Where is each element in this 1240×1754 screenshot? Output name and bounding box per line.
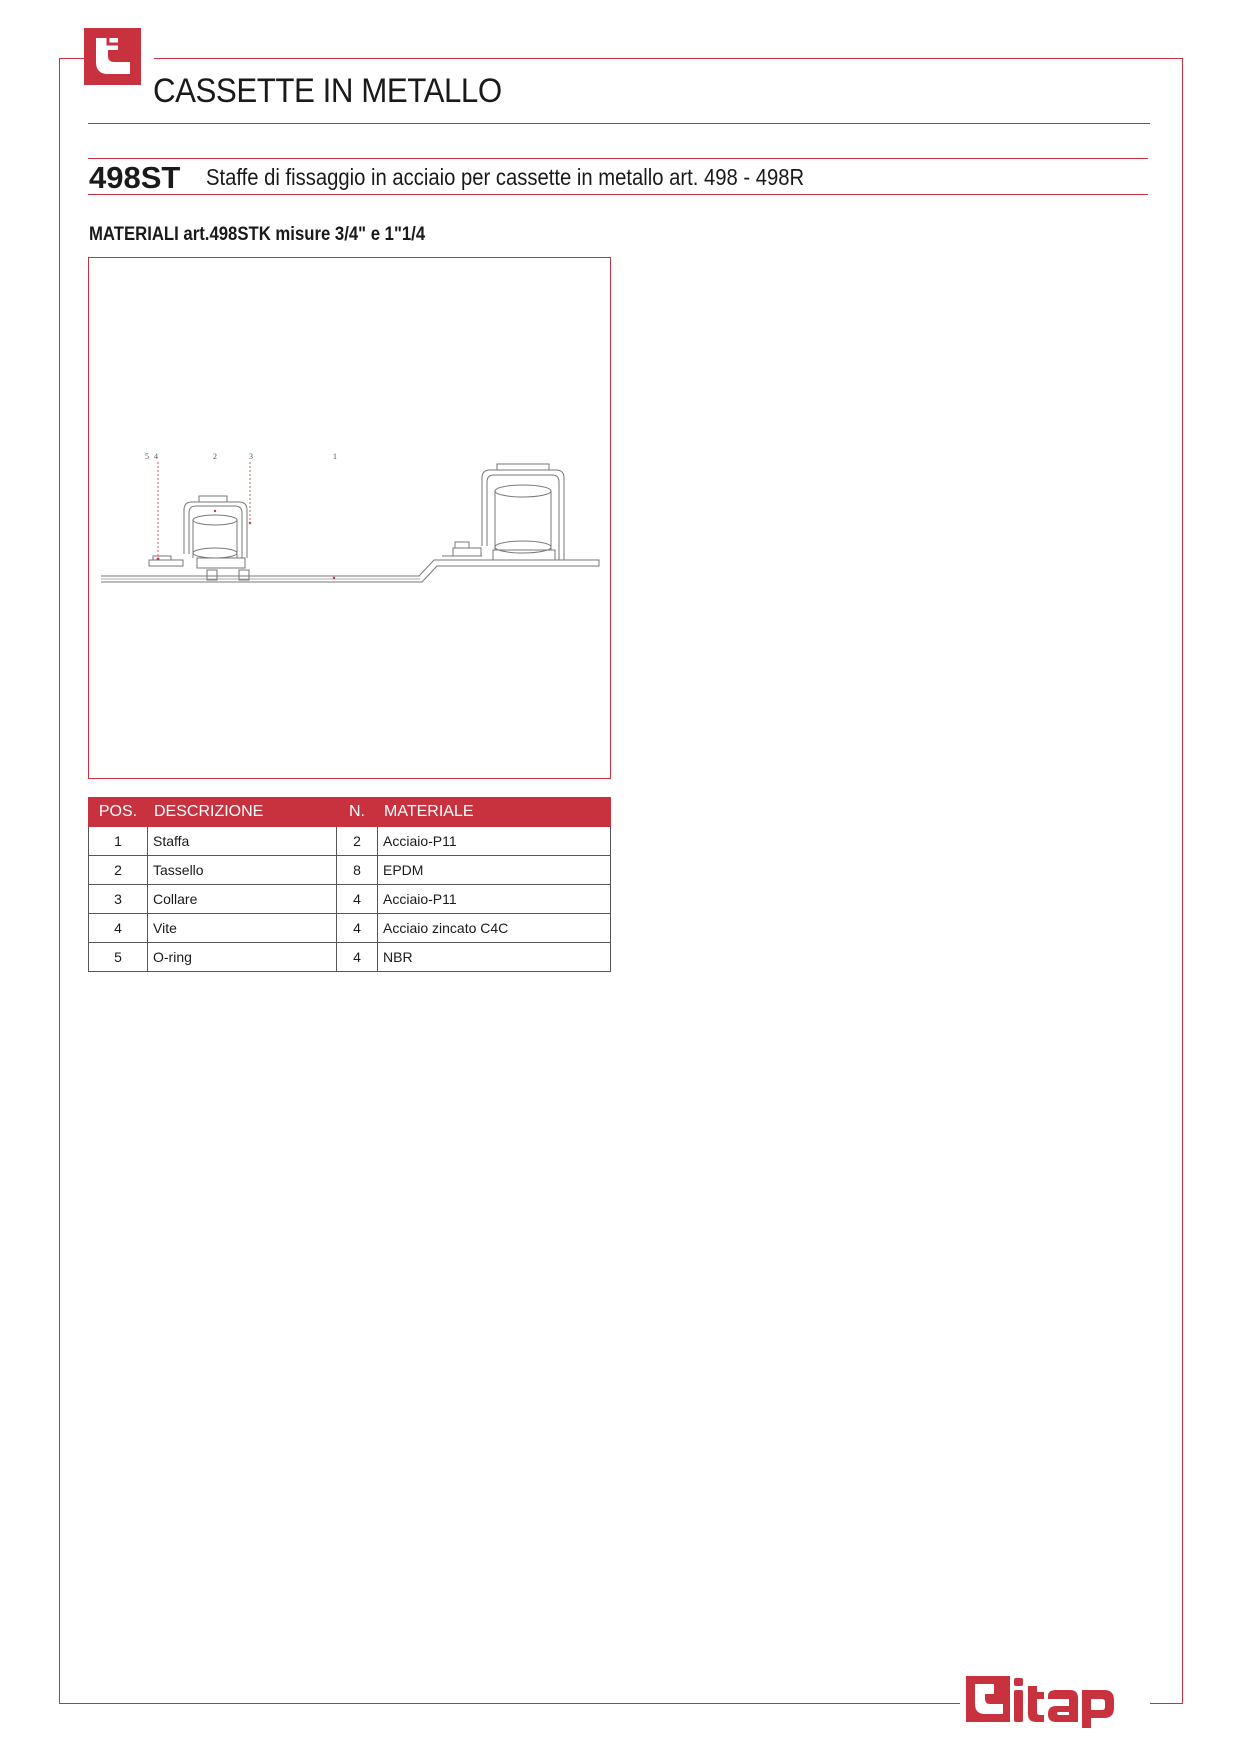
product-divider-top <box>88 158 1148 159</box>
cell-description: Collare <box>148 885 337 914</box>
cell-pos: 3 <box>89 885 148 914</box>
title-divider <box>88 123 1150 124</box>
cell-pos: 4 <box>89 914 148 943</box>
product-subtitle: Staffe di fissaggio in acciaio per cassette in metallo art. 498 - 498R <box>206 164 805 190</box>
table-row <box>89 914 611 943</box>
cell-material: EPDM <box>378 856 611 885</box>
cell-n: 4 <box>337 943 378 972</box>
pipe-elbow-icon <box>84 28 141 85</box>
cell-n: 4 <box>337 914 378 943</box>
section-title: MATERIALI art.498STK misure 3/4" e 1"1/4 <box>89 224 426 245</box>
header-pos: POS. <box>89 798 148 827</box>
header-material: MATERIALE <box>378 798 611 827</box>
cell-pos: 2 <box>89 856 148 885</box>
cell-description: Vite <box>148 914 337 943</box>
cell-material: Acciaio zincato C4C <box>378 914 611 943</box>
cell-pos: 5 <box>89 943 148 972</box>
cell-material: Acciaio-P11 <box>378 827 611 856</box>
cell-material: NBR <box>378 943 611 972</box>
callout-2: 2 <box>213 452 217 461</box>
table-row <box>89 856 611 885</box>
table-row <box>89 885 611 914</box>
cell-description: O-ring <box>148 943 337 972</box>
cell-material: Acciaio-P11 <box>378 885 611 914</box>
callout-5: 5 <box>145 452 149 461</box>
page-title: CASSETTE IN METALLO <box>153 72 502 110</box>
cell-n: 4 <box>337 885 378 914</box>
header-description: DESCRIZIONE <box>148 798 337 827</box>
product-divider-bottom <box>88 194 1148 195</box>
callout-3: 3 <box>249 452 253 461</box>
table-header-row <box>89 798 611 827</box>
cell-description: Tassello <box>148 856 337 885</box>
product-code: 498ST <box>89 160 181 195</box>
callout-1: 1 <box>333 452 337 461</box>
table-row <box>89 827 611 856</box>
technical-drawing <box>88 257 611 779</box>
materials-table <box>88 797 611 972</box>
callout-4: 4 <box>154 452 158 461</box>
cell-n: 8 <box>337 856 378 885</box>
cell-n: 2 <box>337 827 378 856</box>
itap-logo <box>966 1668 1146 1732</box>
header-n: N. <box>337 798 378 827</box>
cell-description: Staffa <box>148 827 337 856</box>
cell-pos: 1 <box>89 827 148 856</box>
table-row <box>89 943 611 972</box>
